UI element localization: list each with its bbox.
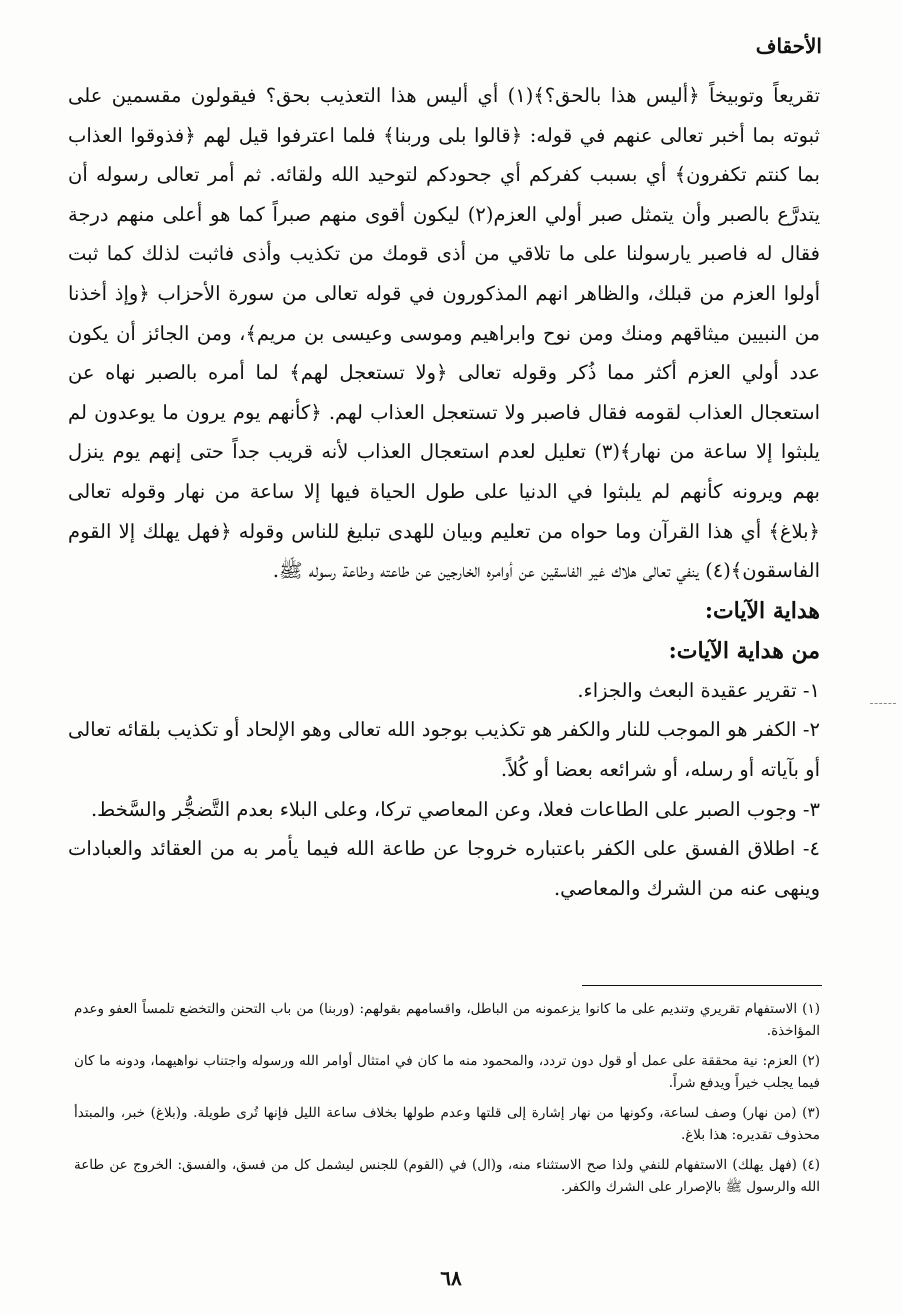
page-number: ٦٨ bbox=[440, 1266, 462, 1290]
guidance-subheading: من هداية الآيات: bbox=[668, 637, 820, 664]
guidance-item-4: ٤- اطلاق الفسق على الكفر باعتباره خروجا عن طاعة الله فيما يأمر به من العقائد والعبادات وينهى عنه من الشرك والمعاصي. bbox=[68, 837, 820, 900]
footnote-1: (١) الاستفهام تقريري وتنديم على ما كانوا يزعمونه من الباطل، واقسامهم بقولهم: (وربنا) من باب التحنن والتخضع تلمساً العفو وعدم المؤاخذة. bbox=[74, 1001, 820, 1039]
footnote-separator bbox=[582, 985, 822, 986]
surah-header: الأحقاف bbox=[755, 34, 822, 58]
footnotes bbox=[74, 998, 820, 1206]
margin-mark bbox=[870, 703, 896, 704]
guidance-heading: هداية الآيات: bbox=[704, 597, 820, 624]
main-text bbox=[68, 76, 820, 908]
guidance-item-2: ٢- الكفر هو الموجب للنار والكفر هو تكذيب بوجود الله تعالى وهو الإلحاد أو تكذيب بلقائه تعالى أو بآياته أو رسله، أو شرائعه بعضا أو كُلاً. bbox=[68, 718, 820, 781]
guidance-item-3: ٣- وجوب الصبر على الطاعات فعلا، وعن المعاصي تركا، وعلى البلاء بعدم التَّضجُّر والسَّخط. bbox=[90, 797, 820, 821]
footnote-4: (٤) (فهل يهلك) الاستفهام للنفي ولذا صح الاستثناء منه، و(ال) في (القوم) للجنس ليشمل كل من فسق، والفسق: الخروج عن طاعة الله والرسول ﷺ بالإصرار على الشرك والكفر. bbox=[74, 1157, 820, 1195]
footnote-2: (٢) العزم: نية محققة على عمل أو قول دون تردد، والمحمود منه ما كان في امتثال أوامر الله ورسوله واجتناب نواهيهما، ودونه ما كان فيما يجلب خيراً ويدفع شراً. bbox=[74, 1053, 820, 1091]
footnote-3: (٣) (من نهار) وصف لساعة، وكونها من نهار إشارة إلى قلتها وعدم طولها بخلاف ساعة الليل فإنها تُرى طويلة. و(بلاغ) خبر، والمبتدأ محذوف تقديره: هذا بلاغ. bbox=[74, 1105, 820, 1143]
commentary-paragraph: تقريعاً وتوبيخاً ﴿أليس هذا بالحق؟﴾(١) أي أليس هذا التعذيب بحق؟ فيقولون مقسمين على ثبوته بما أخبر تعالى عنهم في قوله: ﴿قالوا بلى وربنا﴾ فلما اعترفوا قيل لهم ﴿فذوقوا العذاب بما كنتم تكفرون﴾ أي بسبب كفركم أي جحودكم لتوحيد الله ولقائه. ثم أمر تعالى رسوله أن يتدرَّع بالصبر وأن يتمثل صبر أولي العزم(٢) ليكون أقوى منهم صبراً كما هو أعلى منهم درجة فقال له فاصبر يارسولنا على ما تلاقي من أذى قومك من تكذيب وأذى فاثبت لذلك كما ثبت أولوا العزم من قبلك، والظاهر انهم المذكورون في قوله تعالى من سورة الأحزاب ﴿وإذ أخذنا من النبيين ميثاقهم ومنك ومن نوح وابراهيم وموسى وعيسى بن مريم﴾، ومن الجائز أن يكون عدد أولي العزم أكثر مما ذُكر وقوله تعالى ﴿ولا تستعجل لهم﴾ لما أمره بالصبر نهاه عن استعجال العذاب لقومه فقال فاصبر ولا تستعجل العذاب لهم. ﴿كأنهم يوم يرون ما يوعدون لم يلبثوا إلا ساعة من نهار﴾(٣) تعليل لعدم استعجال العذاب لأنه قريب جداً حتى إنهم يوم ينزل بهم ويرونه كأنهم لم يلبثوا في الدنيا على طول الحياة فيها إلا ساعة من نهار وقوله تعالى ﴿بلاغ﴾ أي هذا القرآن وما حواه من تعليم وبيان للهدى تبليغ للناس وقوله ﴿فهل يهلك إلا القوم الفاسقون﴾(٤) ينفي تعالى هلاك غير الفاسقين عن أوامره الخارجين عن طاعته وطاعة رسوله ﷺ. bbox=[68, 84, 820, 583]
guidance-item-1: ١- تقرير عقيدة البعث والجزاء. bbox=[577, 678, 820, 702]
